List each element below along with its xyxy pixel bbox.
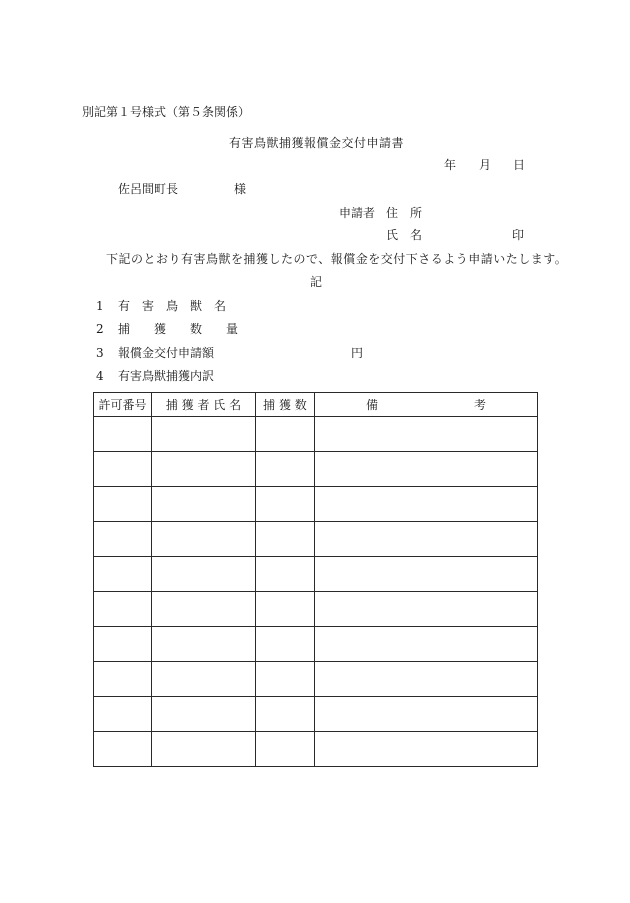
capture-breakdown-table — [93, 392, 538, 767]
permit-number-cell[interactable] — [94, 627, 152, 662]
header-capturer-name: 捕 獲 者 氏 名 — [152, 393, 256, 417]
item-3-yen: 円 — [351, 346, 364, 360]
capturer-name-cell[interactable] — [152, 592, 256, 627]
permit-number-cell[interactable] — [94, 592, 152, 627]
table-row — [94, 557, 538, 592]
item-1-label: 有 害 鳥 獣 名 — [118, 299, 227, 313]
permit-number-cell[interactable] — [94, 557, 152, 592]
permit-number-cell[interactable] — [94, 732, 152, 767]
permit-number-cell[interactable] — [94, 452, 152, 487]
table-row — [94, 662, 538, 697]
item-1-number: 1 — [96, 299, 104, 313]
remarks-cell[interactable] — [315, 452, 538, 487]
item-3-number: 3 — [96, 346, 104, 360]
date-day: 日 — [513, 158, 526, 172]
remarks-cell[interactable] — [315, 662, 538, 697]
table-row — [94, 452, 538, 487]
capture-count-cell[interactable] — [256, 452, 315, 487]
permit-number-cell[interactable] — [94, 662, 152, 697]
permit-number-cell[interactable] — [94, 697, 152, 732]
remarks-cell[interactable] — [315, 487, 538, 522]
capturer-name-cell[interactable] — [152, 627, 256, 662]
table-body — [94, 417, 538, 767]
remarks-cell[interactable] — [315, 557, 538, 592]
remarks-cell[interactable] — [315, 627, 538, 662]
seal-mark: 印 — [512, 228, 525, 242]
capturer-name-cell[interactable] — [152, 557, 256, 592]
header-remarks: 備 考 — [315, 393, 538, 417]
capture-count-cell[interactable] — [256, 662, 315, 697]
remarks-cell[interactable] — [315, 522, 538, 557]
date-year: 年 — [444, 158, 457, 172]
capturer-name-cell[interactable] — [152, 697, 256, 732]
table-row — [94, 522, 538, 557]
form-number: 別記第１号様式（第５条関係） — [82, 105, 251, 119]
table-header-row — [94, 393, 538, 417]
name-label: 氏 名 — [386, 228, 423, 242]
capture-count-cell[interactable] — [256, 487, 315, 522]
capturer-name-cell[interactable] — [152, 417, 256, 452]
applicant-label: 申請者 — [339, 206, 376, 220]
permit-number-cell[interactable] — [94, 487, 152, 522]
permit-number-cell[interactable] — [94, 522, 152, 557]
capture-count-cell[interactable] — [256, 557, 315, 592]
table-row — [94, 487, 538, 522]
capture-count-cell[interactable] — [256, 732, 315, 767]
capturer-name-cell[interactable] — [152, 487, 256, 522]
capture-count-cell[interactable] — [256, 697, 315, 732]
permit-number-cell[interactable] — [94, 417, 152, 452]
remarks-cell[interactable] — [315, 697, 538, 732]
capture-count-cell[interactable] — [256, 627, 315, 662]
addressee-honorific: 様 — [234, 182, 247, 196]
item-4-label: 有害鳥獣捕獲内訳 — [118, 369, 215, 383]
capturer-name-cell[interactable] — [152, 522, 256, 557]
capturer-name-cell[interactable] — [152, 662, 256, 697]
table-row — [94, 592, 538, 627]
capture-count-cell[interactable] — [256, 592, 315, 627]
table-row — [94, 417, 538, 452]
header-permit-number: 許可番号 — [94, 393, 152, 417]
item-2-label: 捕 獲 数 量 — [118, 322, 239, 336]
statement: 下記のとおり有害鳥獣を捕獲したので、報償金を交付下さるよう申請いたします。 — [106, 252, 568, 266]
form-title: 有害鳥獣捕獲報償金交付申請書 — [229, 136, 405, 150]
table-row — [94, 697, 538, 732]
addressee: 佐呂間町長 — [118, 182, 179, 196]
item-3-label: 報償金交付申請額 — [118, 346, 215, 360]
date-month: 月 — [479, 158, 492, 172]
item-2-number: 2 — [96, 322, 104, 336]
table-row — [94, 627, 538, 662]
ki-heading: 記 — [310, 275, 323, 289]
capture-count-cell[interactable] — [256, 417, 315, 452]
capturer-name-cell[interactable] — [152, 452, 256, 487]
capture-count-cell[interactable] — [256, 522, 315, 557]
remarks-cell[interactable] — [315, 732, 538, 767]
address-label: 住 所 — [386, 206, 423, 220]
item-4-number: 4 — [96, 369, 104, 383]
table-row — [94, 732, 538, 767]
capturer-name-cell[interactable] — [152, 732, 256, 767]
remarks-cell[interactable] — [315, 417, 538, 452]
remarks-cell[interactable] — [315, 592, 538, 627]
header-capture-count: 捕 獲 数 — [256, 393, 315, 417]
